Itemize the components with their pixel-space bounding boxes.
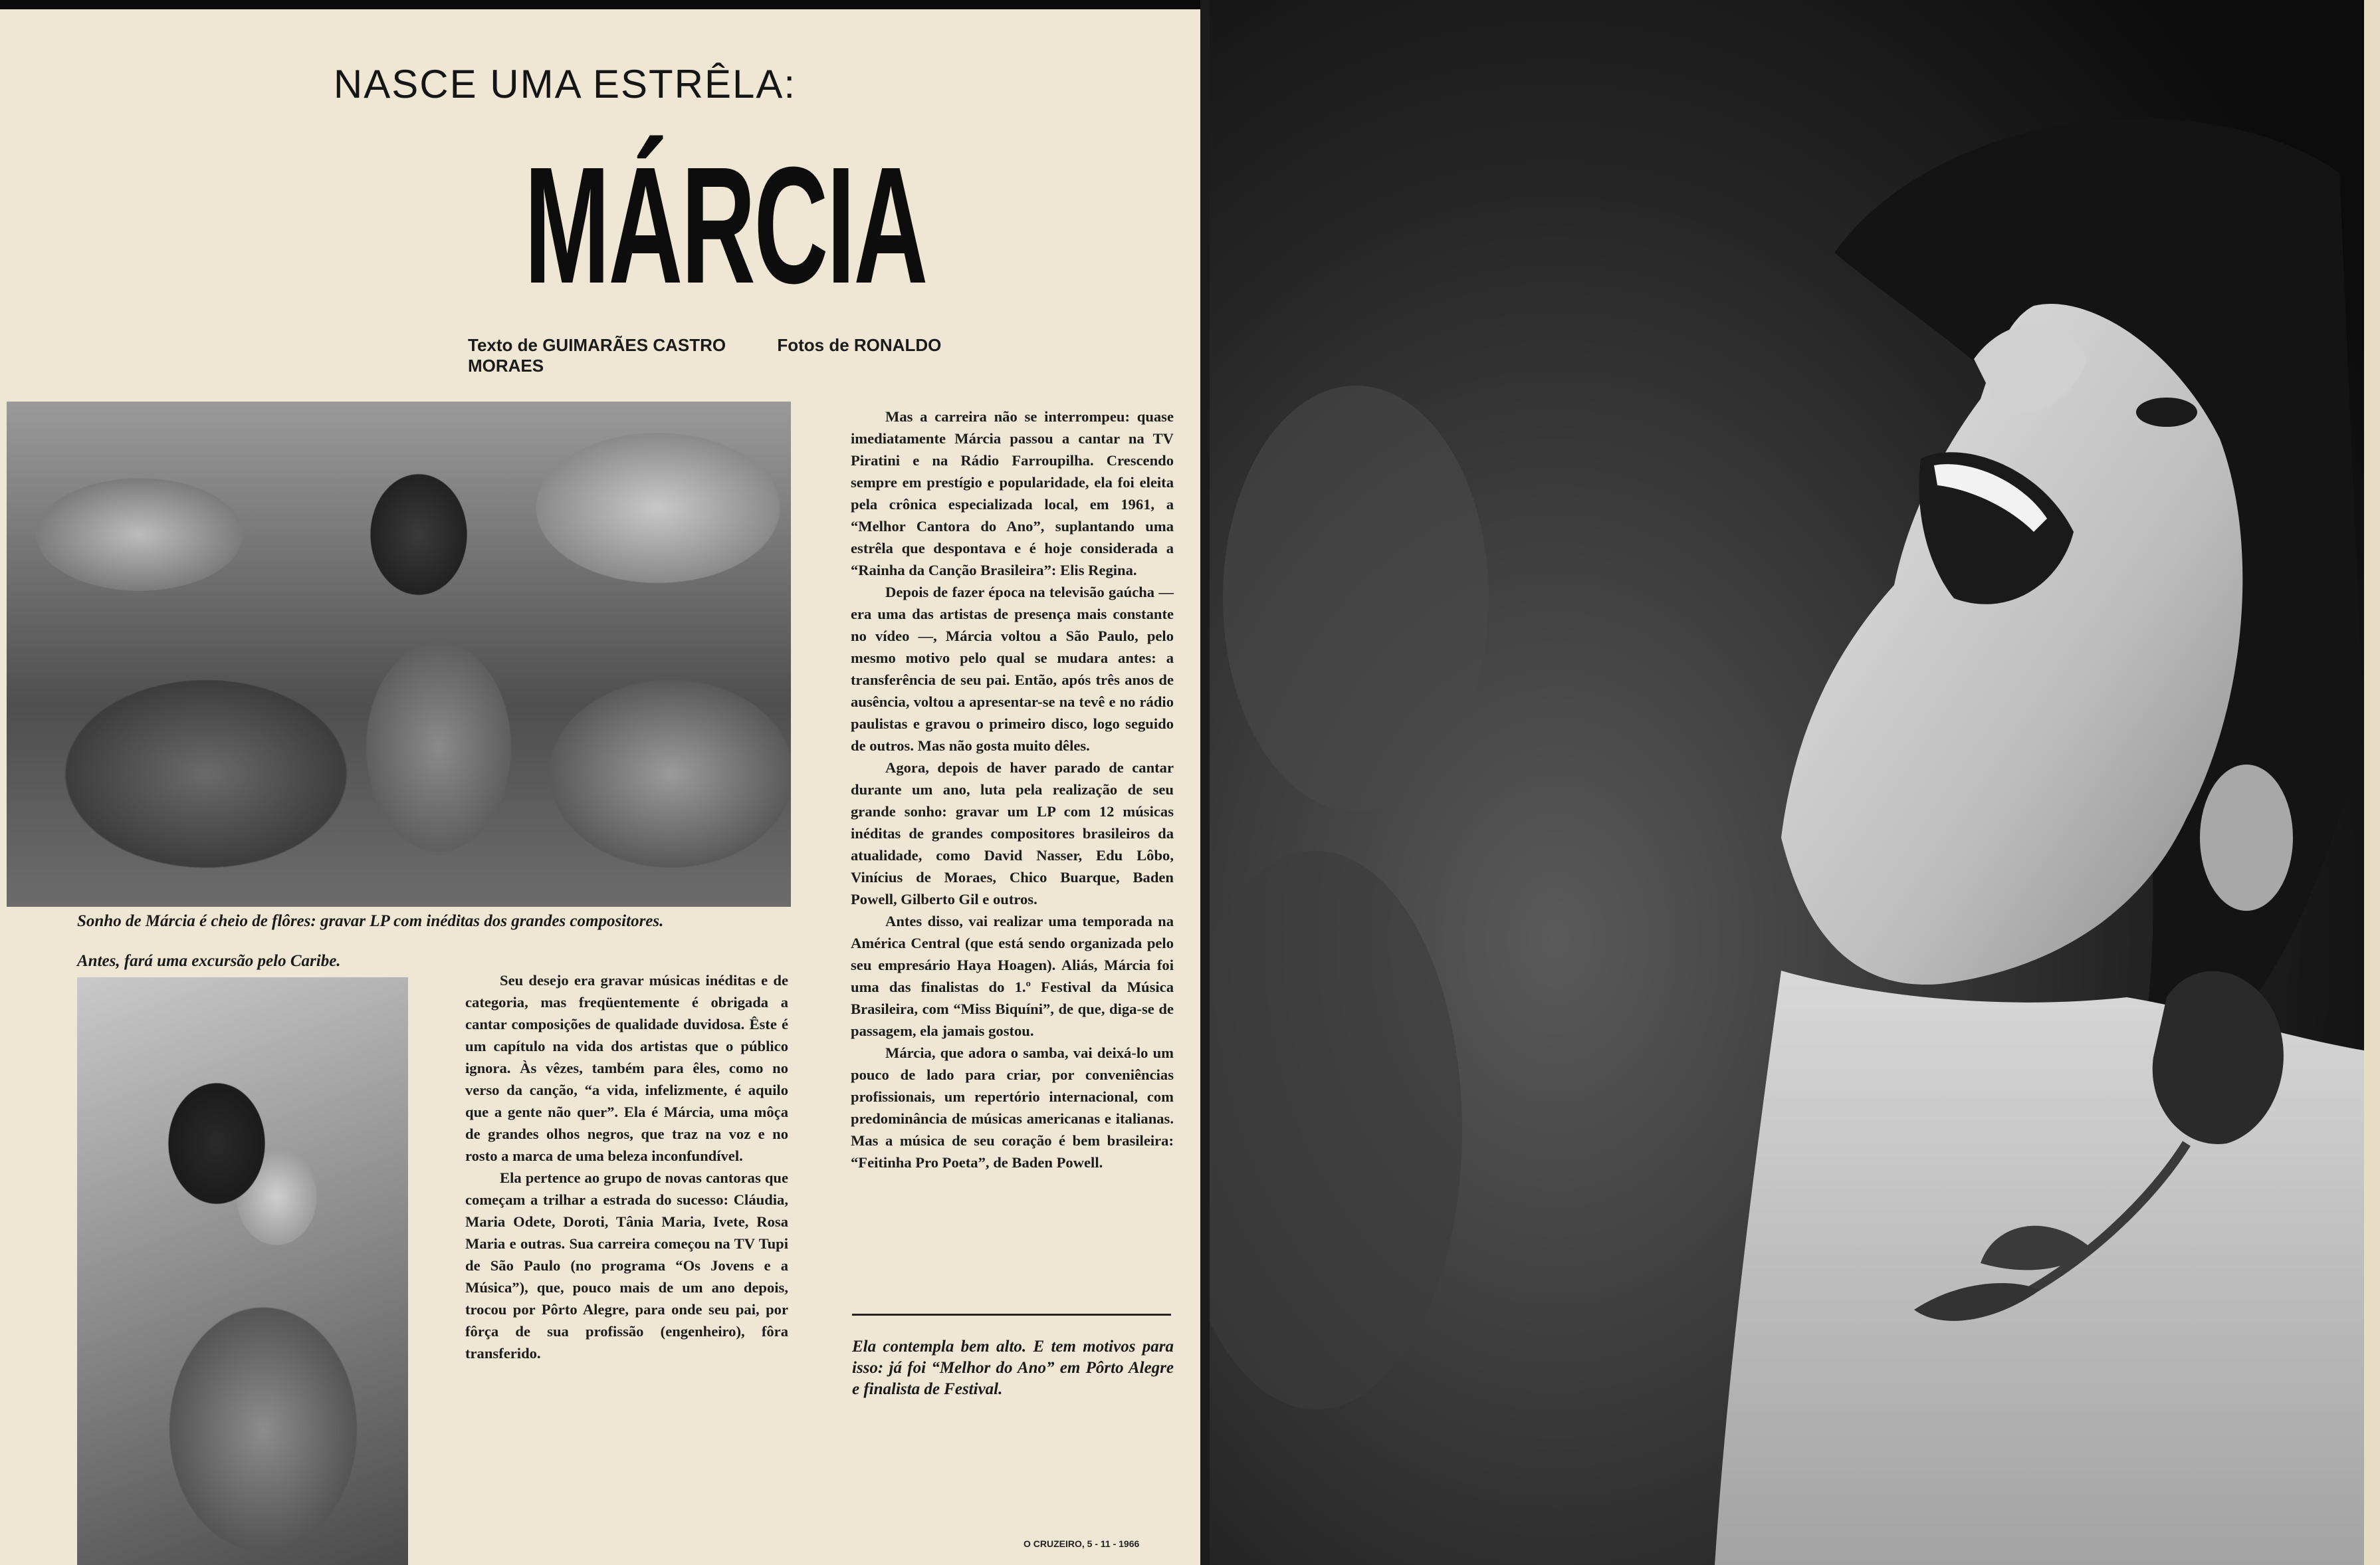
paragraph: Seu desejo era gravar músicas inéditas e de categoria, mas freqüentemente é obrigada a cantar composições de qualidade duvidosa. Êste é um capítulo na vida dos artistas que o público ignora. Às vêzes, também para êles, como no verso da canção, “a vida, infelizmente, é aquilo que a gente não quer”. Ela é Márcia, uma môça de grandes olhos negros, que traz na voz e no rosto a marca de uma beleza inconfundível. xyxy=(465,972,788,1164)
article-column-b xyxy=(851,406,1174,1173)
divider xyxy=(852,1314,1171,1316)
photo-marcia-looking-up xyxy=(1210,0,2364,1565)
photo-credit: Fotos de RONALDO MORAES xyxy=(468,335,942,376)
caption-photo-3: Ela contempla bem alto. E tem motivos para isso: já foi “Melhor do Ano” em Pôrto Alegre e finalista de Festival. xyxy=(852,1338,1174,1398)
paragraph: Márcia, que adora o samba, vai deixá-lo um pouco de lado para criar, por conveniências profissionais, um repertório internacional, com predominância de músicas americanas e italianas. Mas a música de seu coração é bem brasileira: “Feitinha Pro Poeta”, de Baden Powell. xyxy=(851,1044,1174,1171)
right-page xyxy=(1210,0,2380,1565)
paragraph: Antes disso, vai realizar uma temporada na América Central (que está sendo organizada pelo seu empresário Haya Hoagen). Aliás, Márcia foi uma das finalistas do 1.º Festival da Música Brasileira, com “Miss Biquíni”, de que, diga-se de passagem, ela jamais gostou. xyxy=(851,913,1174,1039)
page-edge xyxy=(2364,0,2380,1565)
text-credit: Texto de GUIMARÃES CASTRO xyxy=(468,335,726,355)
photo-marcia-flowers-guitar xyxy=(7,402,791,907)
paragraph: Mas a carreira não se interrompeu: quase imediatamente Márcia passou a cantar na TV Piratini e na Rádio Farroupilha. Crescendo sempre em prestígio e popularidade, ela foi eleita pela crônica especializada local, em 1961, a “Melhor Cantora do Ano”, suplantando uma estrêla que despontava e é hoje considerada a “Rainha da Canção Brasileira”: Elis Regina. xyxy=(851,408,1174,578)
page-footer: O CRUZEIRO, 5 - 11 - 1966 xyxy=(1024,1538,1140,1549)
left-page xyxy=(0,9,1200,1565)
photo-marcia-guitar-profile xyxy=(77,977,408,1565)
paragraph: Depois de fazer época na televisão gaúcha — era uma das artistas de presença mais constante no vídeo —, Márcia voltou a São Paulo, pelo mesmo motivo pelo qual se mudara antes: a transferência de seu pai. Então, após três anos de ausência, voltou a apresentar-se na tevê e no rádio paulistas e gravou o primeiro disco, logo seguido de outros. Mas não gosta muito dêles. xyxy=(851,584,1174,754)
gutter xyxy=(1200,0,1210,1565)
byline xyxy=(468,335,1066,376)
caption-photo-1: Sonho de Márcia é cheio de flôres: gravar LP com inéditas dos grandes compositores. xyxy=(77,912,664,930)
paragraph: Agora, depois de haver parado de cantar durante um ano, luta pela realização de seu grande sonho: gravar um LP com 12 músicas inéditas de grandes compositores brasileiros da atualidade, como David Nasser, Edu Lôbo, Vinícius de Moraes, Chico Buarque, Baden Powell, Gilberto Gil e outros. xyxy=(851,759,1174,907)
page-title: MÁRCIA xyxy=(524,132,926,318)
caption-photo-2: Antes, fará uma excursão pelo Caribe. xyxy=(77,952,341,970)
paragraph: Ela pertence ao grupo de novas cantoras que começam a trilhar a estrada do sucesso: Cláudia, Maria Odete, Doroti, Tânia Maria, Ivete, Rosa Maria e outras. Sua carreira começou na TV Tupi de São Paulo (no programa “Os Jovens e a Música”), que, pouco mais de um ano depois, trocou por Pôrto Alegre, para onde seu pai, por fôrça de sua profissão (engenheiro), fôra transferido. xyxy=(465,1169,788,1362)
kicker-heading: NASCE UMA ESTRÊLA: xyxy=(333,62,797,106)
article-column-a xyxy=(465,969,788,1364)
